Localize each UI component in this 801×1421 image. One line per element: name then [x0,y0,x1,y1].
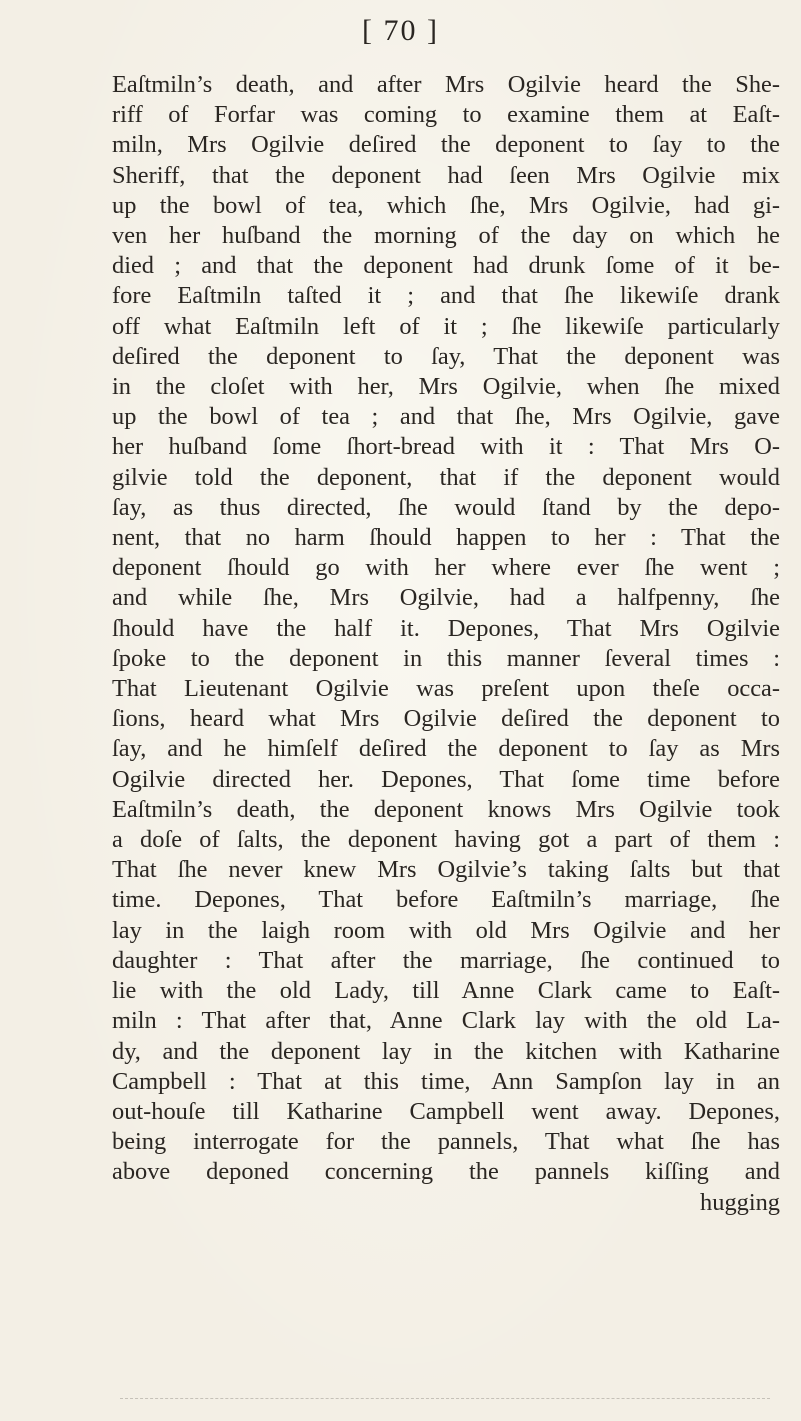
text-line: miln, Mrs Ogilvie deſired the deponent to ſay to the [112,131,780,159]
text-line: Campbell : That at this time, Ann Sampſon lay in an [112,1067,780,1095]
text-line: lie with the old Lady, till Anne Clark came to Eaſt- [112,977,780,1005]
text-line: being interrogate for the pannels, That what ſhe has [112,1128,780,1156]
page-bottom-edge [120,1398,770,1400]
text-line: Eaſtmiln’s death, and after Mrs Ogilvie heard the She- [112,71,780,98]
text-line: daughter : That after the marriage, ſhe continued to [112,946,780,974]
text-line: up the bowl of tea ; and that ſhe, Mrs Ogilvie, gave [112,403,780,431]
text-line: out-houſe till Katharine Campbell went away. Depones, [112,1097,780,1125]
text-line: dy, and the deponent lay in the kitchen with Katharine [112,1037,780,1065]
text-line: miln : That after that, Anne Clark lay with the old La- [112,1007,780,1035]
text-line: a doſe of ſalts, the deponent having got a part of them : [112,826,780,854]
text-line: That Lieutenant Ogilvie was preſent upon theſe occa- [112,675,780,703]
text-line: off what Eaſtmiln left of it ; ſhe likewiſe particularly [112,312,780,340]
text-line: ven her huſband the morning of the day on which he [112,222,780,250]
text-line: and while ſhe, Mrs Ogilvie, had a halfpenny, ſhe [112,584,780,612]
text-line: ſay, as thus directed, ſhe would ſtand by the depo- [112,493,780,521]
page-number-header: [ 70 ] [362,14,439,47]
text-line: Ogilvie directed her. Depones, That ſome time before [112,765,780,793]
text-line: That ſhe never knew Mrs Ogilvie’s taking ſalts but that [112,856,780,884]
text-line: ſions, heard what Mrs Ogilvie deſired the deponent to [112,705,780,733]
text-line: died ; and that the deponent had drunk ſome of it be- [112,252,780,280]
deposition-text [112,70,780,1218]
text-line: lay in the laigh room with old Mrs Ogilvie and her [112,916,780,944]
text-line: gilvie told the deponent, that if the deponent would [112,463,780,491]
text-line: ſay, and he himſelf deſired the deponent to ſay as Mrs [112,735,780,763]
text-line: Eaſtmiln’s death, the deponent knows Mrs Ogilvie took [112,795,780,823]
text-line: time. Depones, That before Eaſtmiln’s marriage, ſhe [112,886,780,914]
text-line: nent, that no harm ſhould happen to her : That the [112,524,780,552]
text-line: deponent ſhould go with her where ever ſhe went ; [112,554,780,582]
catchword: hugging [700,1188,780,1216]
text-line: deſired the deponent to ſay, That the deponent was [112,342,780,370]
text-line: up the bowl of tea, which ſhe, Mrs Ogilvie, had gi- [112,191,780,219]
text-line: fore Eaſtmiln taſted it ; and that ſhe likewiſe drank [112,282,780,310]
text-line: above deponed concerning the pannels kiſſing and [112,1158,780,1186]
text-line: her huſband ſome ſhort-bread with it : That Mrs O- [112,433,780,461]
text-line: ſhould have the half it. Depones, That Mrs Ogilvie [112,614,780,642]
text-line: ſpoke to the deponent in this manner ſeveral times : [112,644,780,672]
text-line: Sheriff, that the deponent had ſeen Mrs Ogilvie mix [112,161,780,189]
text-line: riff of Forfar was coming to examine them at Eaſt- [112,101,780,129]
text-line: in the cloſet with her, Mrs Ogilvie, when ſhe mixed [112,373,780,401]
